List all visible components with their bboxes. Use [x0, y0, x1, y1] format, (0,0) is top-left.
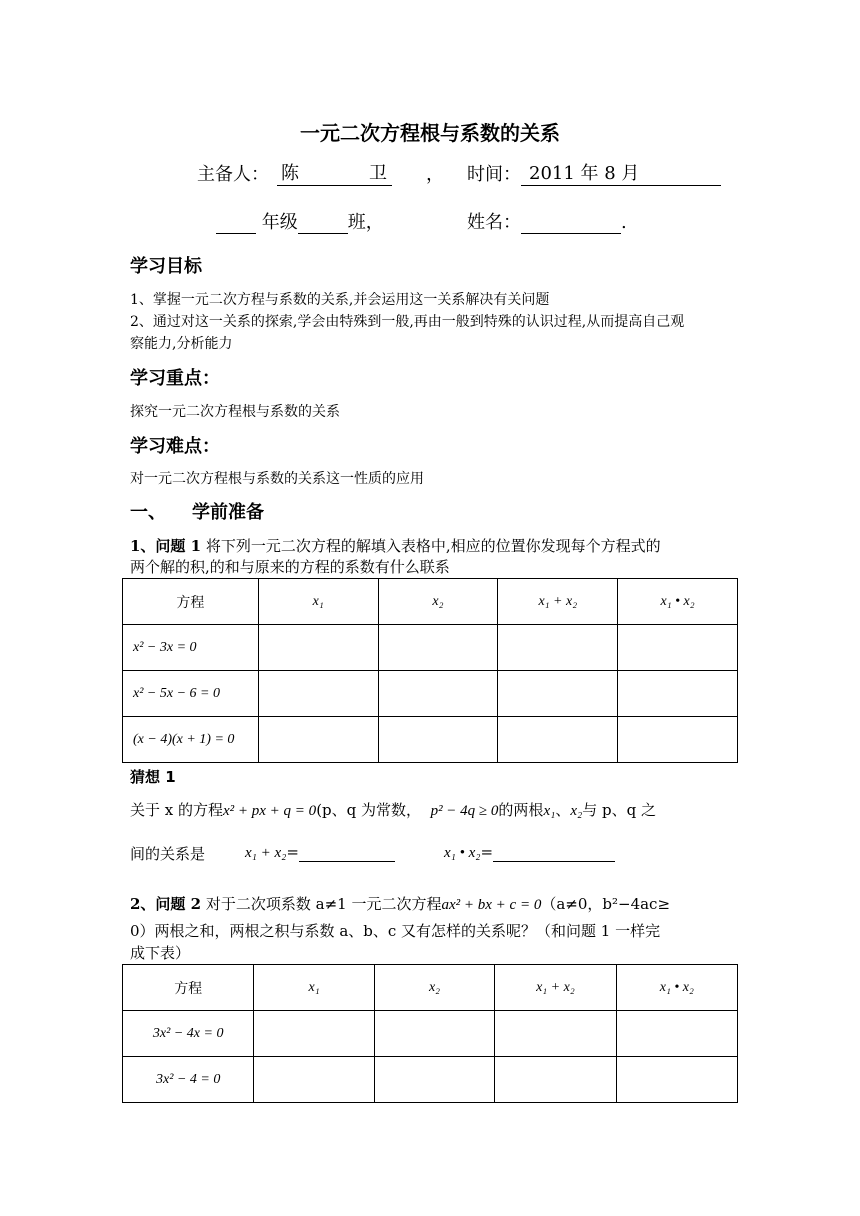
grade-class-line	[216, 208, 384, 234]
table-row	[123, 1011, 738, 1057]
product-answer-field[interactable]	[493, 843, 615, 862]
guess-1-equation: x² + px + q = 0	[223, 803, 317, 819]
table-1-cell[interactable]	[618, 671, 738, 717]
grade-field	[216, 211, 256, 234]
key-point-text: 探究一元二次方程根与系数的关系	[130, 404, 340, 420]
question-2-number: 2、问题 2	[130, 895, 202, 913]
table-1-cell[interactable]	[378, 625, 498, 671]
guess-1-sum: x₁ + x₂=	[245, 843, 395, 862]
table-1-header-sum: x₁ + x₂	[498, 579, 618, 625]
table-2-cell[interactable]	[616, 1057, 737, 1103]
table-2-header-product: x₁ • x₂	[616, 965, 737, 1011]
table-2-header-x2: x₂	[374, 965, 494, 1011]
table-2-header-sum: x₁ + x₂	[495, 965, 616, 1011]
table-2-equation-1: 3x² − 4x = 0	[123, 1011, 254, 1057]
preparer-name-field: 陈 卫	[277, 163, 392, 186]
table-1-header-x2: x₂	[378, 579, 498, 625]
name-field	[521, 211, 621, 234]
goals-heading: 学习目标	[130, 256, 202, 277]
table-2-cell[interactable]	[495, 1057, 616, 1103]
table-2-header-equation: 方程	[123, 965, 254, 1011]
time-field: 2011 年 8 月	[521, 163, 721, 186]
table-2-cell[interactable]	[254, 1057, 374, 1103]
preparer-line	[197, 160, 392, 186]
difficulty-text: 对一元二次方程根与系数的关系这一性质的应用	[130, 471, 424, 487]
section-1-title: 学前准备	[192, 502, 264, 523]
question-2-line3: 成下表）	[130, 944, 191, 962]
question-1-line1: 1、问题 1 将下列一元二次方程的解填入表格中,相应的位置你发现每个方程式的	[130, 537, 661, 555]
table-2-header-row	[123, 965, 738, 1011]
guess-1-line2: 间的关系是	[130, 845, 206, 863]
sum-answer-field[interactable]	[299, 843, 395, 862]
time-label: 时间：	[467, 164, 521, 185]
question-2-line1: 2、问题 2 对于二次项系数 a≠1 一元二次方程ax² + bx + c = 0（a≠0，b²−4ac≥	[130, 895, 671, 913]
table-1-cell[interactable]	[618, 717, 738, 763]
table-1-cell[interactable]	[498, 717, 618, 763]
table-2	[122, 964, 738, 1103]
table-1-cell[interactable]	[498, 625, 618, 671]
class-label: 班，	[347, 212, 384, 233]
guess-1-condition: p² − 4q ≥ 0	[430, 803, 499, 819]
table-1-header-row	[123, 579, 738, 625]
goal-item-2-line1: 2、通过对这一关系的探索,学会由特殊到一般,再由一般到特殊的认识过程,从而提高自己观	[130, 314, 685, 330]
table-1-cell[interactable]	[378, 671, 498, 717]
question-1-line2: 两个解的积,的和与原来的方程的系数有什么联系	[130, 558, 450, 576]
goal-item-1: 1、掌握一元二次方程与系数的关系,并会运用这一关系解决有关问题	[130, 292, 550, 308]
table-2-cell[interactable]	[374, 1011, 494, 1057]
goal-item-2-line2: 察能力,分析能力	[130, 336, 233, 352]
difficulty-heading: 学习难点：	[130, 436, 220, 457]
table-1-equation-3: (x − 4)(x + 1) = 0	[123, 717, 259, 763]
table-2-equation-2: 3x² − 4 = 0	[123, 1057, 254, 1103]
question-1-number: 1、问题 1	[130, 537, 202, 555]
guess-1-line1: 关于 x 的方程x² + px + q = 0(p、q 为常数， p² − 4q ≥ 0的两根x₁、x₂与 p、q 之	[130, 801, 656, 819]
table-1-cell[interactable]	[618, 625, 738, 671]
table-1-header-equation: 方程	[123, 579, 259, 625]
table-2-cell[interactable]	[374, 1057, 494, 1103]
question-2-line2: 0）两根之和，两根之积与系数 a、b、c 又有怎样的关系呢？（和问题 1 一样完	[130, 922, 661, 940]
section-1-number: 一、	[130, 502, 166, 523]
table-1-header-product: x₁ • x₂	[618, 579, 738, 625]
key-point-heading: 学习重点：	[130, 368, 220, 389]
table-2-header-x1: x₁	[254, 965, 374, 1011]
guess-1-product: x₁ • x₂=	[444, 843, 615, 862]
page-title: 一元二次方程根与系数的关系	[300, 121, 560, 145]
table-1-cell[interactable]	[258, 671, 378, 717]
table-1-cell[interactable]	[258, 625, 378, 671]
table-1-equation-2: x² − 5x − 6 = 0	[123, 671, 259, 717]
time-line	[467, 160, 721, 186]
table-row	[123, 1057, 738, 1103]
question-2-equation: ax² + bx + c = 0	[441, 897, 542, 913]
name-label: 姓名：	[467, 212, 521, 233]
table-row	[123, 717, 738, 763]
table-row	[123, 671, 738, 717]
table-1-cell[interactable]	[378, 717, 498, 763]
table-2-cell[interactable]	[254, 1011, 374, 1057]
table-1-cell[interactable]	[498, 671, 618, 717]
table-1-equation-1: x² − 3x = 0	[123, 625, 259, 671]
comma: ，	[426, 164, 444, 185]
guess-1-heading: 猜想 1	[130, 768, 176, 786]
table-1-cell[interactable]	[258, 717, 378, 763]
preparer-label: 主备人：	[197, 164, 269, 185]
table-1	[122, 578, 738, 763]
table-2-cell[interactable]	[495, 1011, 616, 1057]
table-1-header-x1: x₁	[258, 579, 378, 625]
table-2-cell[interactable]	[616, 1011, 737, 1057]
table-row	[123, 625, 738, 671]
grade-label: 年级	[261, 212, 298, 233]
name-line: 姓名： .	[467, 212, 627, 233]
class-field	[298, 211, 348, 234]
